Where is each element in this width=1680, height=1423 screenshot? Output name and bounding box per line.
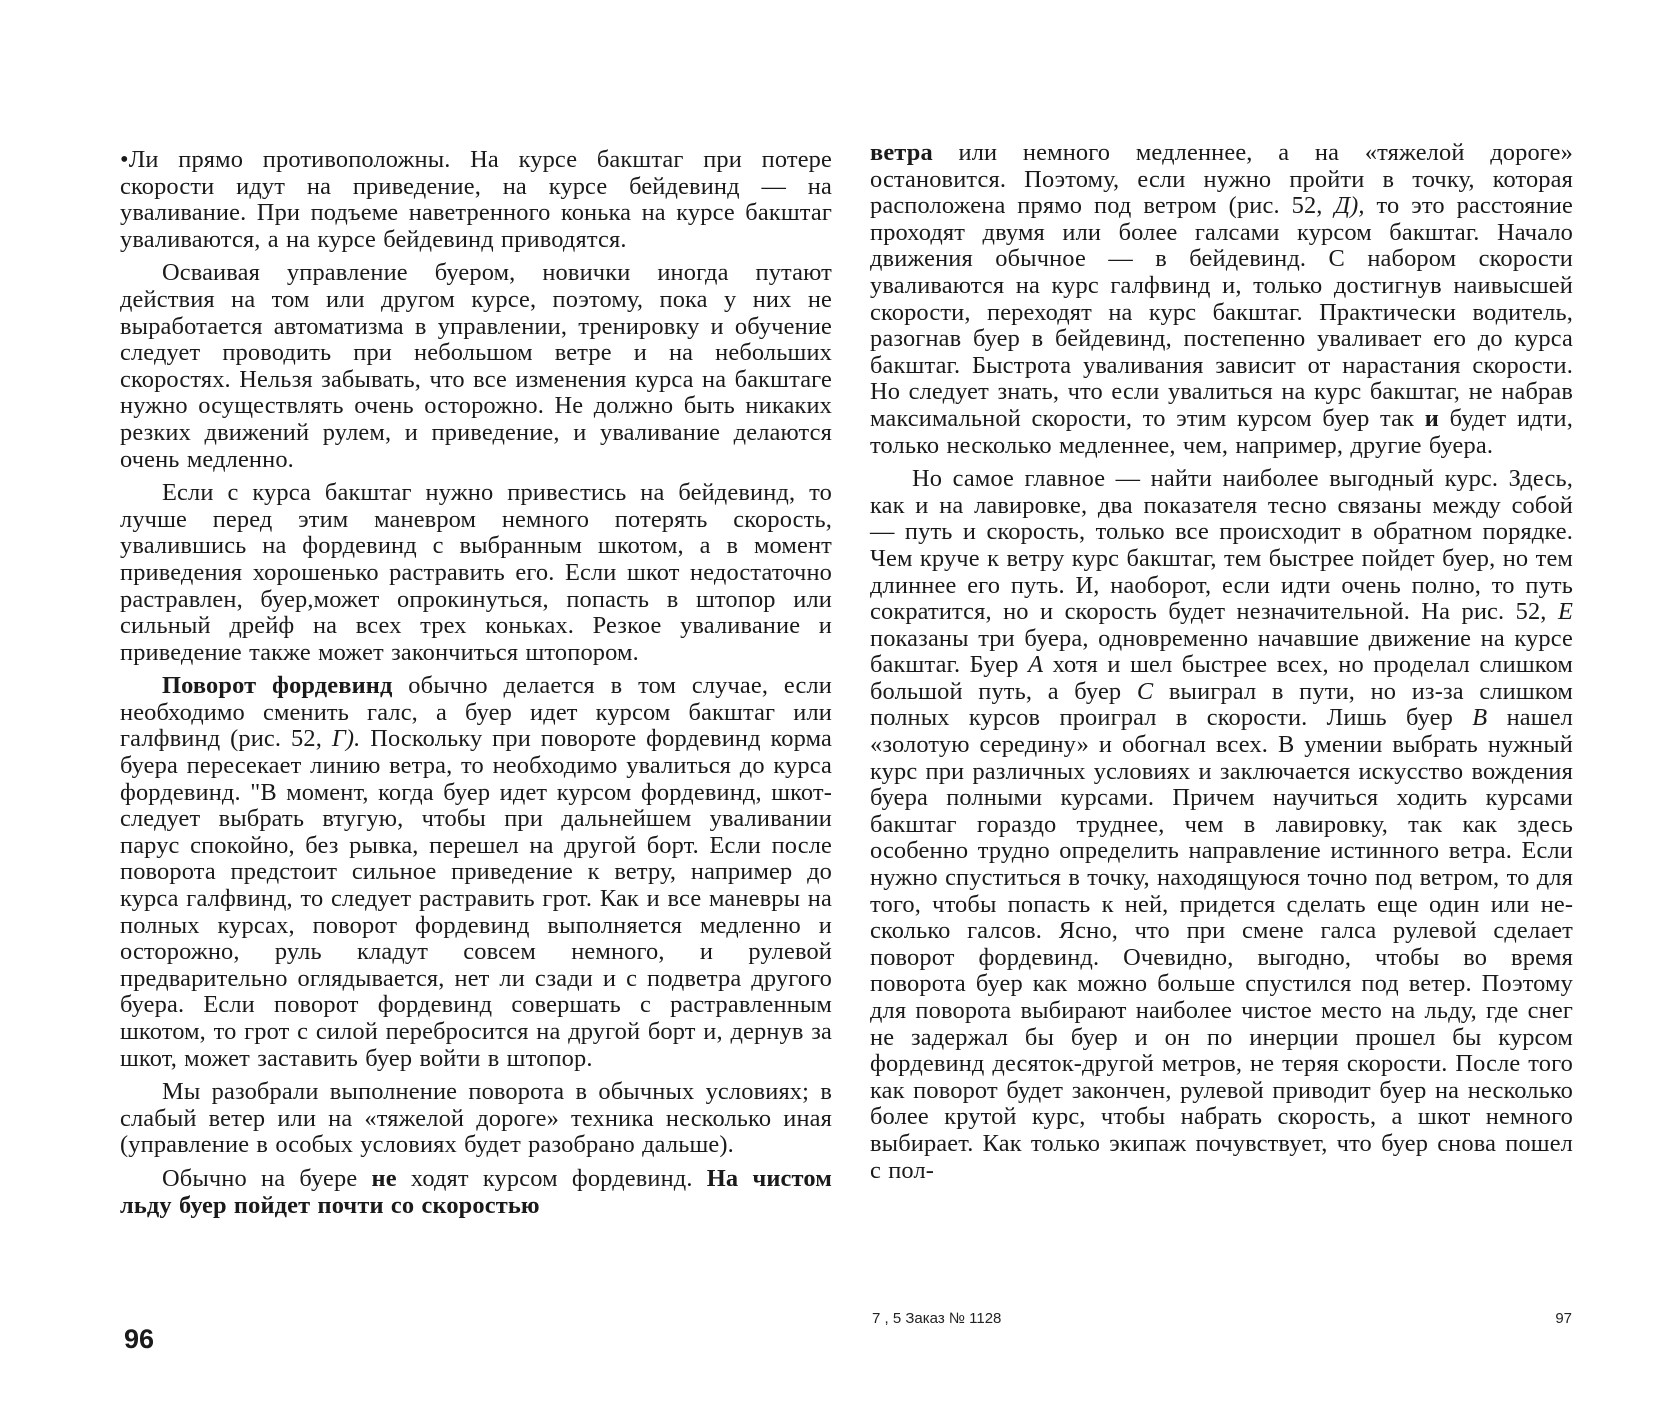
paragraph-text: хотя и шел быстрее всех, но проделал слишком большой путь, а буер bbox=[870, 651, 1573, 705]
bold-text: На чистом льду буер пойдет почти со скоростью bbox=[120, 1164, 832, 1219]
paragraph-text: Обычно на буере bbox=[162, 1164, 372, 1192]
paragraph-text: будет идти, только несколько медленнее, чем, например, другие буера. bbox=[870, 404, 1573, 459]
page-number: 96 bbox=[124, 1324, 155, 1354]
paragraph bbox=[120, 260, 832, 473]
left-text-column bbox=[120, 147, 832, 1226]
paragraph-text: или немного медленнее, а на «тяжелой дороге» остановится. Поэтому, если нужно пройти в точку, которая расположена прямо под ветром (рис. 52, bbox=[870, 139, 1573, 220]
bold-word: и bbox=[1424, 404, 1439, 432]
paragraph-text: показаны три буера, одновременно начавшие движение на курсе бакштаг. Буер bbox=[870, 624, 1573, 679]
figure-label: С bbox=[1136, 677, 1154, 705]
figure-label: В bbox=[1472, 704, 1488, 732]
paragraph bbox=[120, 480, 832, 666]
paragraph-text: Но самое главное — найти наиболее выгодный курс. Здесь, как и на лавировке, два показателя тесно связаны между собой — путь и скорость, только все происходит в обратном порядке. Чем круче к ветру курс бакштаг, тем быстрее пойдет буер, но тем длиннее его путь. И, наоборот, если идти очень полно, то путь сократится, но и скорость будет незначительной. На рис. 52, bbox=[870, 465, 1573, 626]
bold-text: ветра bbox=[870, 139, 933, 166]
paragraph-text: то это расстояние проходят двумя или более галсами курсом бакштаг. Начало движения обычное — в бейдевинд. С набором скорости уваливаются на курс галфвинд и, только достигнув наивысшей скорости, переходят на курс бакштаг. Практически водитель, разогнав буер в бейдевинд, постепенно уваливает его до курса бакштаг. Быстрота уваливания зависит от нарастания скорости. Но следует знать, что если увалиться на курс бакштаг, не набрав максимальной скорости, то этим курсом буер так bbox=[870, 192, 1573, 432]
paragraph-text: Мы разобрали выполнение поворота в обычных условиях; в слабый ветер или на «тяжелой дороге» техника несколько иная (управление в особых условиях будет разобрано дальше). bbox=[120, 1078, 832, 1159]
paragraph bbox=[120, 1079, 832, 1159]
paragraph bbox=[120, 1166, 832, 1219]
paragraph-text: обычно делается в том случае, если необходимо сменить галс, а буер идет курсом бакштаг или галфвинд (рис. 52, bbox=[120, 672, 833, 753]
bold-word: не bbox=[371, 1164, 397, 1192]
right-page bbox=[840, 0, 1680, 1423]
page-number: 97 bbox=[1555, 1310, 1572, 1327]
paragraph-text: Если с курса бакштаг нужно привестись на бейдевинд, то лучше перед этим маневром немного потерять скорость, увалившись на фордевинд с выбранным шкотом, а в момент приведения хорошенько растравить его. Если шкот недостаточно растравлен, буер,может опрокинуться, попасть в штопор или сильный дрейф на всех трех коньках. Резкое уваливание и приведение также может закончиться штопором. bbox=[120, 479, 832, 666]
right-text-column bbox=[870, 140, 1573, 1191]
paragraph bbox=[870, 140, 1573, 459]
paragraph-text: •Ли прямо противоположны. На курсе бакштаг при потере скорости идут на приведение, на курсе бейдевинд — на уваливание. При подъеме наветренного конька на курсе бакштаг уваливаются, а на курсе бейдевинд приводятся. bbox=[120, 146, 832, 253]
figure-reference: Г). bbox=[331, 725, 361, 753]
paragraph-text: Осваивая управление буером, новички иногда путают действия на том или другом курсе, поэтому, пока у них не выработается автоматизма в управлении, тренировку и обучение следует проводить при небольшом ветре и на небольших скоростях. Нельзя забывать, что все изменения курса на бакштаге нужно осуществлять очень осторожно. Не должно быть никаких резких движений рулем, и приведение, и уваливание делаются очень медленно. bbox=[120, 259, 832, 473]
paragraph-text: Поскольку при повороте фордевинд корма буера пересекает линию ветра, то необходимо увалиться до курса фордевинд. "В момент, когда буер идет курсом фордевинд, шкот-следует выбрать втугую, чтобы при дальнейшем уваливании парус спокойно, без рывка, перешел на другой борт. Если после поворота предстоит сильное приведение к ветру, например до курса галфвинд, то следует растравить грот. Как и все маневры на полных курсах, поворот фордевинд выполняется медленно и осторожно, руль кладут совсем немного, и рулевой предварительно оглядывается, нет ли сзади и с подветра другого буера. Если поворот фордевинд совершать с растравленным шкотом, то грот с силой перебросится на другой борт и, дернув за шкот, может заставить буер войти в штопор. bbox=[120, 725, 832, 1072]
paragraph bbox=[120, 673, 832, 1072]
figure-label: Е bbox=[1557, 598, 1573, 626]
section-term: Поворот фордевинд bbox=[162, 672, 393, 700]
figure-reference: Д), bbox=[1334, 192, 1365, 220]
paragraph-text: нашел «золотую середину» и обогнал всех. В умении выбрать нужный курс при различных условиях и заключается искусство вождения буера полными курсами. Причем научиться ходить курсами бакштаг гораздо труднее, чем в лавировку, так как здесь особенно трудно определить направление истинного ветра. Если нужно спуститься в точку, находящуюся точно под ветром, то для того, чтобы попасть к ней, придется сделать еще один или несколько галсов. Ясно, что при смене галса рулевой сделает поворот фордевинд. Очевидно, выгодно, чтобы во время поворота буер как можно больше спустился под ветер. Поэтому для поворота выбирают наиболее чистое место на льду, где снег не задержал бы буер и он по инерции прошел бы курсом фордевинд десяток-другой метров, не теряя скорости. После того как поворот будет закончен, рулевой приводит буер на несколько более крутой курс, чтобы набрать скорость, а шкот немного выбирает. Как только экипаж почувствует, что буер снова пошел с пол- bbox=[870, 704, 1573, 1184]
paragraph bbox=[870, 466, 1573, 1184]
printer-signature: 7 , 5 Заказ № 1128 bbox=[872, 1310, 1002, 1327]
paragraph-text: выиграл в пути, но из-за слишком полных курсов проиграл в скорости. Лишь буер bbox=[870, 677, 1573, 732]
paragraph bbox=[120, 147, 832, 253]
figure-label: А bbox=[1028, 651, 1044, 679]
paragraph-text: ходят курсом фордевинд. bbox=[396, 1164, 707, 1192]
